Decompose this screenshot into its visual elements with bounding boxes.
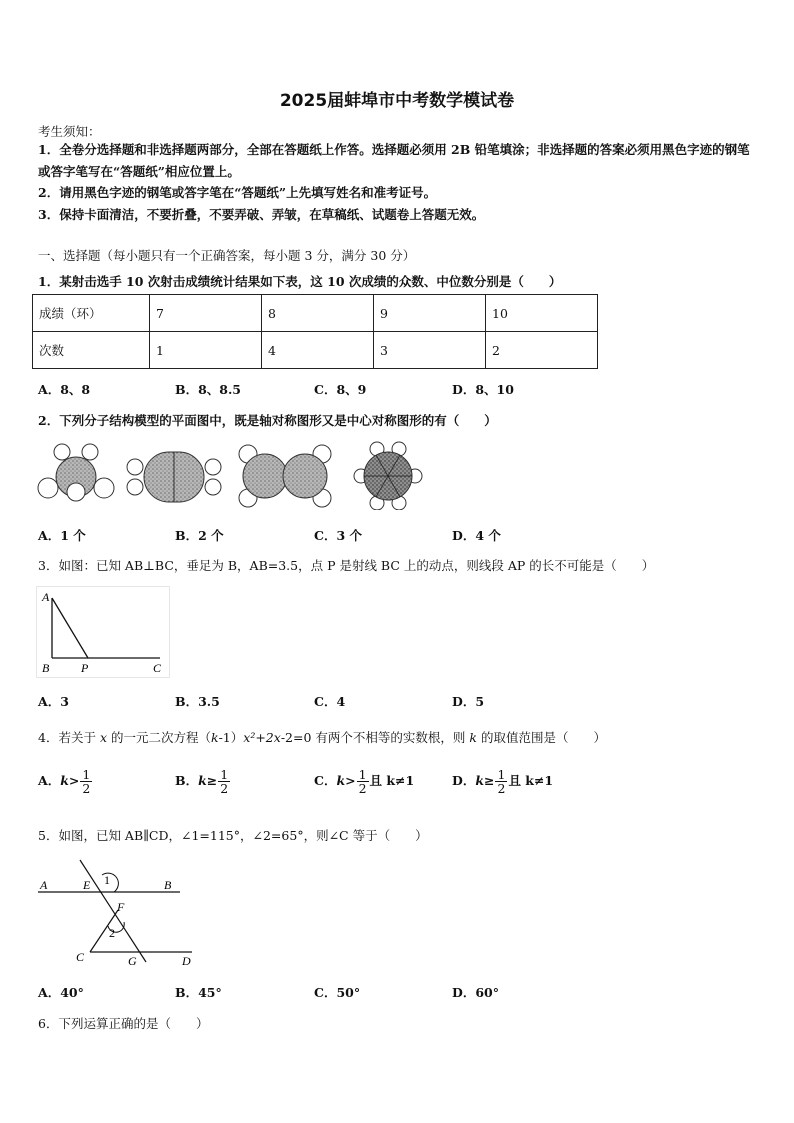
table-cell: 9 <box>374 295 486 332</box>
point-label: E <box>83 878 91 892</box>
option-relation: k≥ <box>475 773 495 788</box>
q3-option-b[interactable]: B．3.5 <box>175 694 220 709</box>
q2-option-a[interactable]: A．1 个 <box>38 528 86 543</box>
point-label: P <box>81 661 89 675</box>
q4-option-b[interactable] <box>175 768 231 795</box>
point-label: C <box>76 950 85 964</box>
fraction-denominator: 2 <box>358 781 367 796</box>
fraction <box>495 768 507 795</box>
option-relation: k> <box>336 773 356 788</box>
q4-option-d[interactable] <box>452 768 553 795</box>
point-label: F <box>117 900 125 914</box>
option-relation: k≥ <box>198 773 218 788</box>
notice-heading: 考生须知： <box>38 124 101 139</box>
q5-stem: 5．如图，已知 AB∥CD，∠1=115°，∠2=65°，则∠C 等于（ ） <box>38 828 428 843</box>
point-label: D <box>182 954 191 968</box>
table-cell: 3 <box>374 332 486 369</box>
point-label: B <box>164 878 172 892</box>
fraction-numerator: 1 <box>497 767 506 782</box>
q2-option-d[interactable]: D．4 个 <box>452 528 501 543</box>
q4-var: k <box>211 730 219 745</box>
q4-var: x²+2 <box>243 730 274 745</box>
q1-option-a[interactable]: A．8、8 <box>38 382 91 397</box>
point-label: G <box>128 954 137 968</box>
q2-option-c[interactable]: C．3 个 <box>314 528 362 543</box>
angle-label: 2 <box>109 926 115 940</box>
q2-option-b[interactable]: B．2 个 <box>175 528 224 543</box>
q1-stem: 1．某射击选手 10 次射击成绩统计结果如下表，这 10 次成绩的众数、中位数分别是（ ） <box>38 274 562 289</box>
table-row <box>33 295 598 332</box>
point-label: A <box>40 878 48 892</box>
q4-stem-part: 4．若关于 <box>38 730 96 745</box>
molecule-3 <box>239 445 331 507</box>
option-letter: A． <box>38 773 61 788</box>
q4-var: k <box>469 730 477 745</box>
table-cell: 次数 <box>33 332 150 369</box>
point-label: B <box>42 661 50 675</box>
q5-option-a[interactable]: A．40° <box>38 985 84 1000</box>
molecule-figures <box>36 440 426 510</box>
fraction-numerator: 1 <box>358 767 367 782</box>
table-cell: 1 <box>150 332 262 369</box>
q4-stem-part: -2=0 有两个不相等的实数根，则 <box>280 730 466 745</box>
q4-var: x <box>99 730 107 745</box>
q4-stem-part: -1） <box>218 730 244 745</box>
molecule-2 <box>127 452 221 502</box>
q5-figure <box>36 858 196 970</box>
q4-stem <box>38 728 606 746</box>
table-cell: 4 <box>262 332 374 369</box>
q4-stem-part: 的取值范围是（ ） <box>480 730 606 745</box>
q5-option-b[interactable]: B．45° <box>175 985 222 1000</box>
fraction <box>80 768 92 795</box>
table-cell: 2 <box>486 332 598 369</box>
option-tail: 且 k≠1 <box>369 773 415 788</box>
molecule-4 <box>354 442 422 510</box>
q5-option-d[interactable]: D．60° <box>452 985 499 1000</box>
score-table <box>32 294 598 369</box>
molecule-1 <box>38 444 114 501</box>
section-heading: 一、选择题（每小题只有一个正确答案，每小题 3 分，满分 30 分） <box>38 248 416 263</box>
notice-item-1: 1．全卷分选择题和非选择题两部分，全部在答题纸上作答。选择题必须用 2B 铅笔填涂；非选择题的答案必须用黑色字迹的钢笔或答字笔写在“答题纸”相应位置上。 <box>38 142 750 179</box>
q2-stem: 2．下列分子结构模型的平面图中，既是轴对称图形又是中心对称图形的有（ ） <box>38 413 497 428</box>
q3-stem: 3．如图：已知 AB⊥BC，垂足为 B，AB=3.5，点 P 是射线 BC 上的动点，则线段 AP 的长不可能是（ ） <box>38 558 655 573</box>
fraction-denominator: 2 <box>497 781 506 796</box>
option-letter: C． <box>314 773 337 788</box>
table-cell: 8 <box>262 295 374 332</box>
table-row <box>33 332 598 369</box>
q4-var: x <box>273 730 281 745</box>
q3-option-a[interactable]: A．3 <box>38 694 69 709</box>
option-tail: 且 k≠1 <box>508 773 554 788</box>
fraction-numerator: 1 <box>220 767 229 782</box>
option-relation: k> <box>60 773 80 788</box>
fraction-numerator: 1 <box>82 767 91 782</box>
angle-label: 1 <box>104 873 110 887</box>
q4-option-c[interactable] <box>314 768 414 795</box>
notice-item-3: 3．保持卡面清洁，不要折叠，不要弄破、弄皱，在草稿纸、试题卷上答题无效。 <box>38 207 485 222</box>
fraction <box>218 768 230 795</box>
page-title: 2025届蚌埠市中考数学模试卷 <box>279 91 515 111</box>
table-cell: 成绩（环） <box>33 295 150 332</box>
table-cell: 7 <box>150 295 262 332</box>
notice-item-2: 2．请用黑色字迹的钢笔或答字笔在“答题纸”上先填写姓名和准考证号。 <box>38 185 437 200</box>
q1-option-b[interactable]: B．8、8.5 <box>175 382 242 397</box>
fraction-denominator: 2 <box>220 781 229 796</box>
q3-figure <box>36 586 170 678</box>
q5-option-c[interactable]: C．50° <box>314 985 361 1000</box>
point-label: C <box>153 661 162 675</box>
q1-option-d[interactable]: D．8、10 <box>452 382 514 397</box>
point-label: A <box>42 590 50 604</box>
q6-stem: 6．下列运算正确的是（ ） <box>38 1016 209 1031</box>
fraction-denominator: 2 <box>82 781 91 796</box>
option-letter: B． <box>175 773 199 788</box>
q3-option-c[interactable]: C．4 <box>314 694 346 709</box>
fraction <box>357 768 369 795</box>
q4-option-a[interactable] <box>38 768 93 795</box>
q3-option-d[interactable]: D．5 <box>452 694 485 709</box>
table-cell: 10 <box>486 295 598 332</box>
q1-option-c[interactable]: C．8、9 <box>314 382 367 397</box>
q4-stem-part: 的一元二次方程（ <box>110 730 211 745</box>
option-letter: D． <box>452 773 476 788</box>
